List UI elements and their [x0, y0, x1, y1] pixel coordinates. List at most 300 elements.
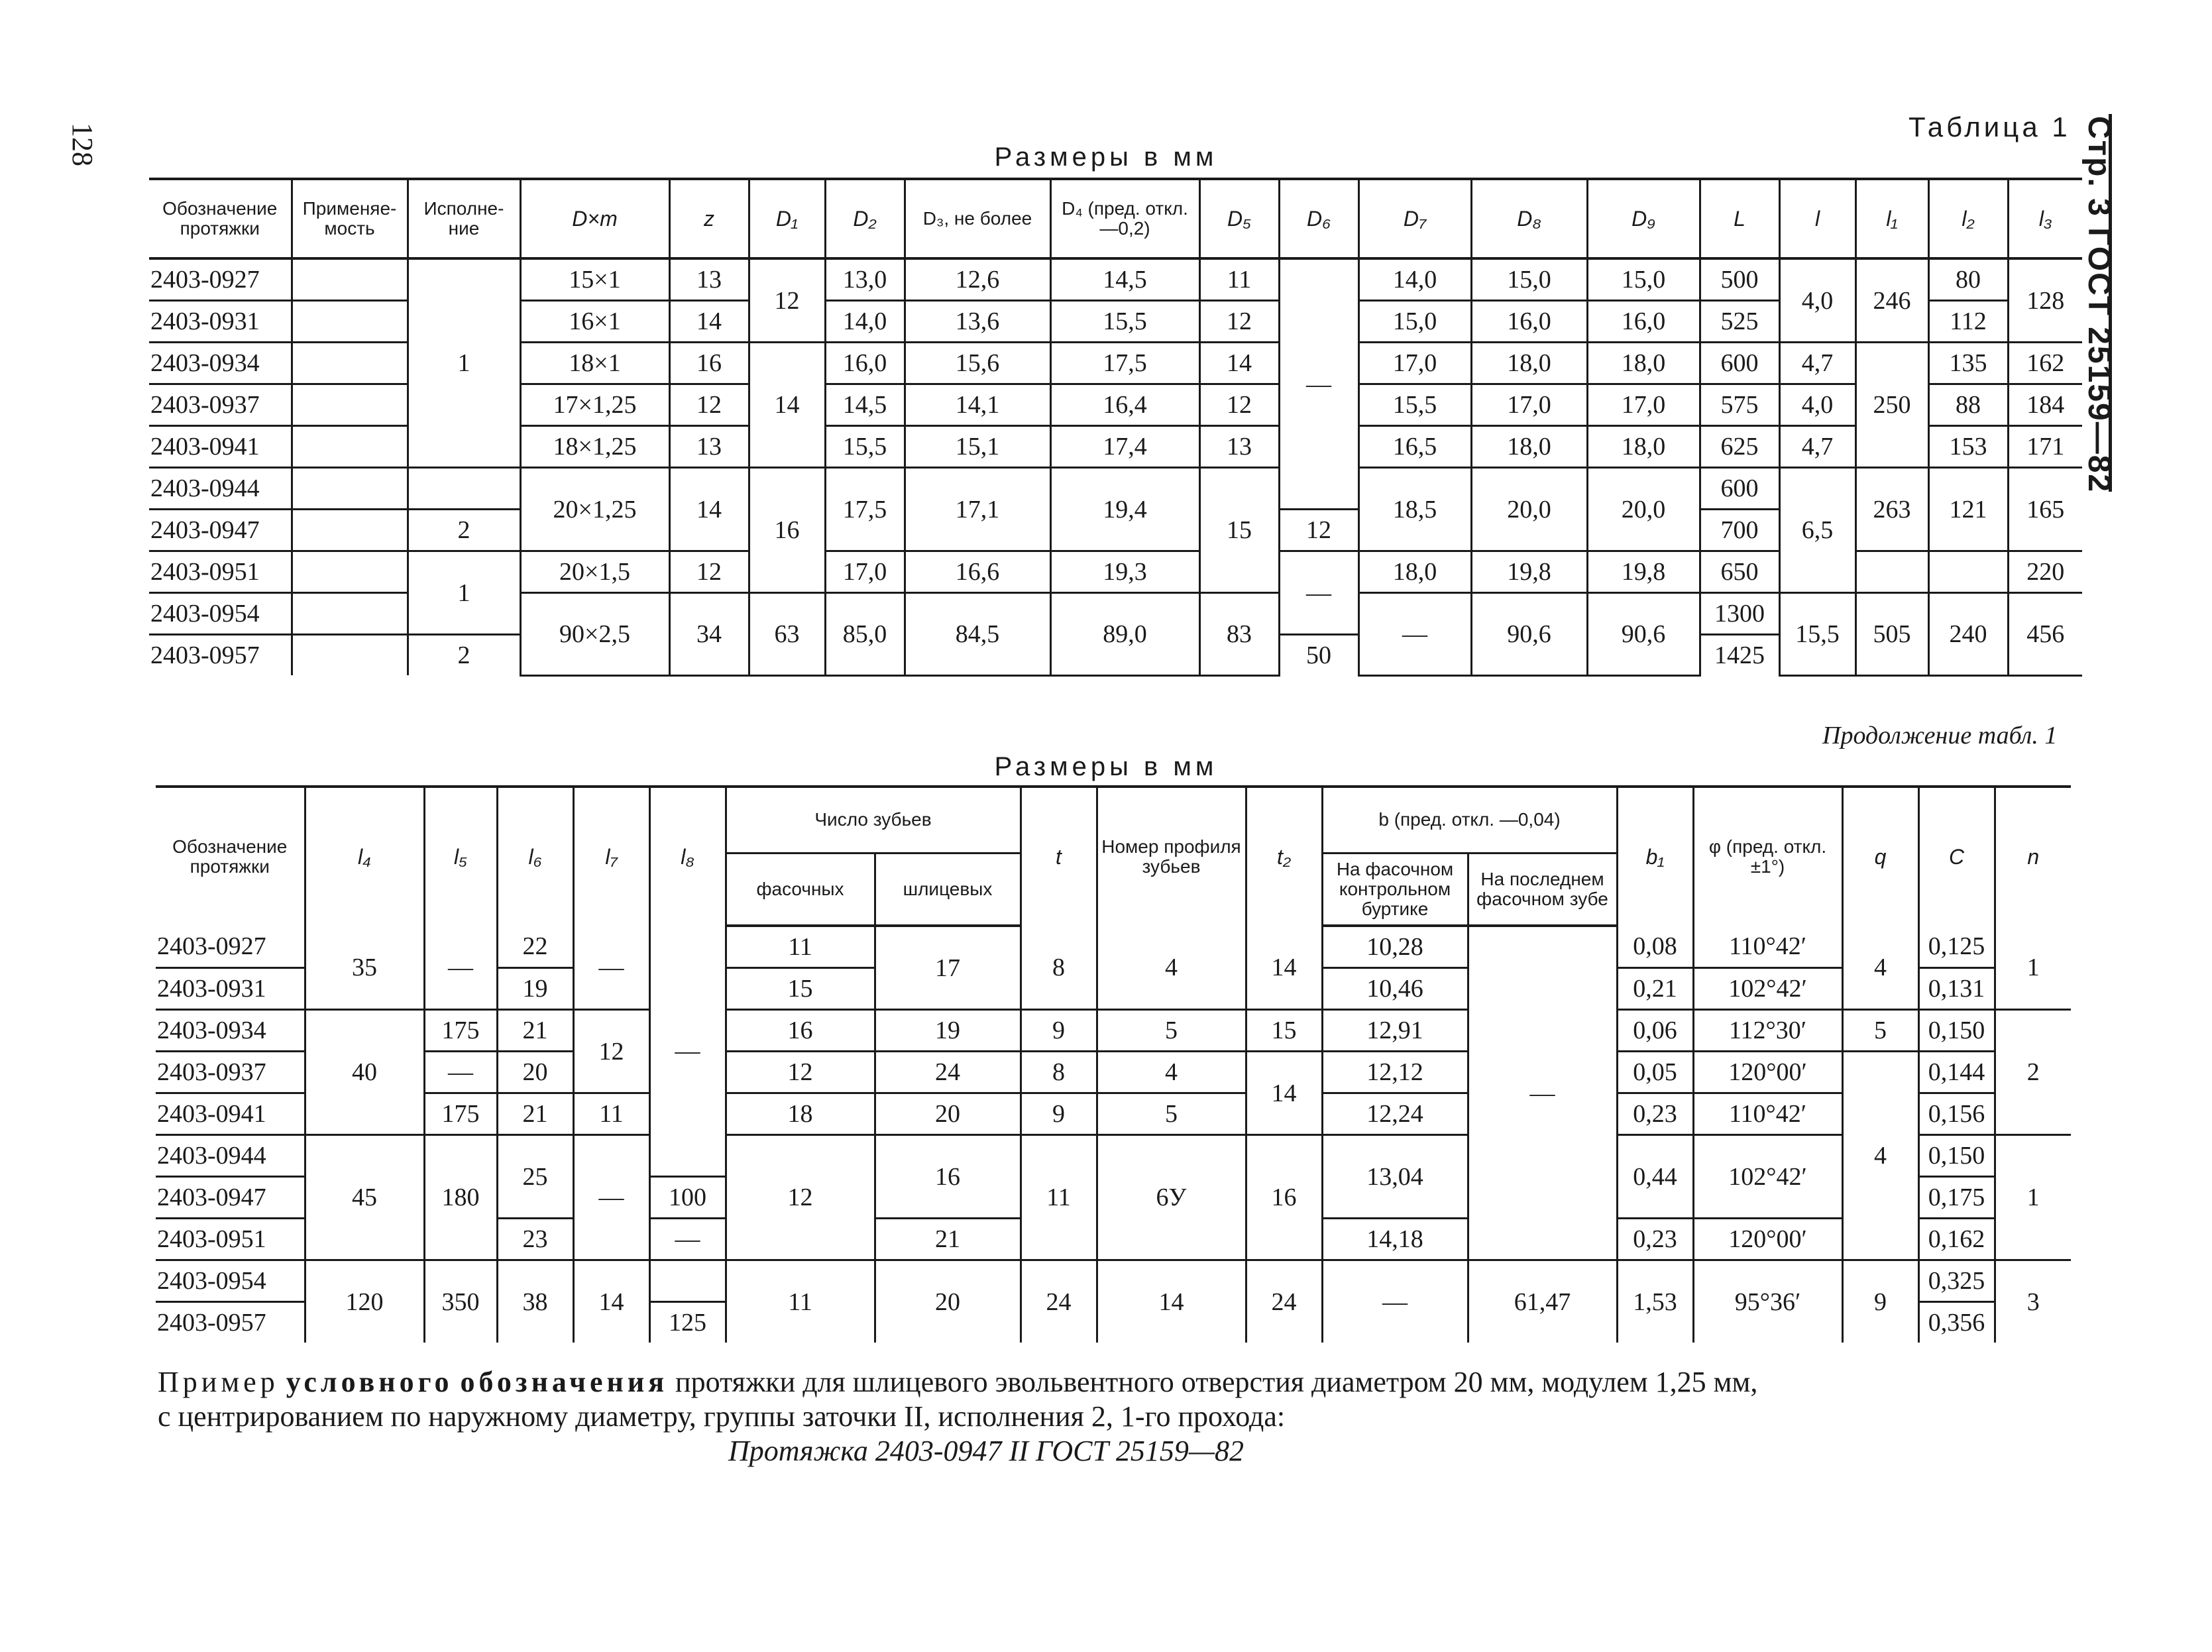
t1-cell: 16×1 [520, 301, 669, 343]
t2-cell: 9 [1021, 1093, 1097, 1135]
t2-cell: 2403-0951 [156, 1219, 305, 1260]
t1-cell: 4,7 [1779, 426, 1855, 468]
t1-cell: 16,0 [1587, 301, 1700, 343]
t1-cell: 17,0 [1471, 384, 1587, 426]
t2-cell: 2403-0927 [156, 926, 305, 968]
t2-cell: 0,156 [1918, 1093, 1995, 1135]
t1-cell: 20×1,25 [520, 468, 669, 551]
t2-cell: 10,46 [1322, 968, 1468, 1010]
t2-cell: 0,23 [1617, 1093, 1693, 1135]
t1-cell: 135 [1928, 343, 2008, 384]
t1-cell: 625 [1700, 426, 1779, 468]
t2-cell: 95°36′ [1693, 1260, 1842, 1343]
t1-cell: 15,6 [905, 343, 1050, 384]
t1-cell: 85,0 [825, 593, 905, 676]
t2-cell: 100 [649, 1177, 726, 1219]
t1-header-d8: D₈ [1471, 179, 1587, 258]
t2-cell: 0,325 [1918, 1260, 1995, 1302]
t2-cell: 10,28 [1322, 926, 1468, 968]
example-designation: Протяжка 2403-0947 II ГОСТ 25159—82 [728, 1435, 1244, 1467]
t2-cell: 5 [1097, 1093, 1246, 1135]
t1-cell: — [1358, 593, 1471, 676]
t1-cell: 575 [1700, 384, 1779, 426]
t1-cell [292, 258, 408, 301]
t2-header-b1: b₁ [1617, 787, 1693, 926]
table2 [156, 785, 2071, 1343]
t1-header-version: Исполне-ние [408, 179, 520, 258]
t2-cell: 2403-0944 [156, 1135, 305, 1177]
t1-cell: 2 [408, 510, 520, 551]
t1-cell: 4,7 [1779, 343, 1855, 384]
t2-cell: 175 [424, 1010, 497, 1052]
t1-cell: 13,0 [825, 258, 905, 301]
t2-cell: 2403-0941 [156, 1093, 305, 1135]
t1-cell: 20,0 [1471, 468, 1587, 551]
t2-cell: 2403-0931 [156, 968, 305, 1010]
t1-cell: 16,0 [1471, 301, 1587, 343]
t2-cell: 0,23 [1617, 1219, 1693, 1260]
t2-cell: 11 [573, 1093, 649, 1135]
t1-cell: 15,1 [905, 426, 1050, 468]
t2-cell: 4 [1842, 926, 1918, 1010]
t1-cell: 128 [2008, 258, 2082, 343]
t1-cell: 263 [1855, 468, 1928, 551]
t1-cell: 20,0 [1587, 468, 1700, 551]
t2-cell [649, 1260, 726, 1302]
t1-cell: 2403-0951 [149, 551, 292, 593]
t1-cell: 17,0 [1587, 384, 1700, 426]
t1-cell: 18,0 [1471, 426, 1587, 468]
t2-cell: 4 [1097, 926, 1246, 1010]
t1-cell: 16,0 [825, 343, 905, 384]
t1-header-designation: Обозначение протяжки [149, 179, 292, 258]
t1-cell: 90,6 [1471, 593, 1587, 676]
t1-cell: 165 [2008, 468, 2082, 551]
t2-header-chamfer-teeth: фасочных [726, 853, 875, 926]
t1-cell: 15,5 [1050, 301, 1199, 343]
table-row [156, 1260, 2071, 1302]
t2-header-l7: l₇ [573, 787, 649, 926]
t1-cell: 20×1,5 [520, 551, 669, 593]
t2-cell: — [424, 926, 497, 1010]
t2-header-b: b (пред. откл. —0,04) [1322, 787, 1617, 853]
example-text-line-1: протяжки для шлицевого эвольвентного отверстия диаметром 20 мм, модулем 1,25 мм, [668, 1366, 1758, 1398]
t1-cell: 12 [669, 551, 749, 593]
t1-header-d5: D₅ [1199, 179, 1279, 258]
t1-cell: 14,5 [1050, 258, 1199, 301]
t1-cell: 18,0 [1587, 426, 1700, 468]
t2-cell: 12 [573, 1010, 649, 1093]
table-row [156, 1052, 2071, 1093]
t2-cell: 14 [573, 1260, 649, 1343]
t2-cell: 16 [875, 1135, 1021, 1219]
t2-cell: 14 [1246, 1052, 1322, 1135]
t2-header-designation: Обозначение протяжки [156, 787, 305, 926]
t2-cell: 35 [305, 926, 424, 1010]
t2-header-q: q [1842, 787, 1918, 926]
t1-cell: 90,6 [1587, 593, 1700, 676]
t2-cell: 4 [1097, 1052, 1246, 1093]
t1-cell: 505 [1855, 593, 1928, 676]
t2-cell: — [649, 1219, 726, 1260]
t1-cell: 12 [749, 258, 825, 343]
t2-cell: 12,12 [1322, 1052, 1468, 1093]
t2-cell: 5 [1097, 1010, 1246, 1052]
t1-cell: 13 [669, 258, 749, 301]
t1-cell [292, 551, 408, 593]
t1-cell: 80 [1928, 258, 2008, 301]
table-row [149, 258, 2082, 301]
t1-cell: 16,4 [1050, 384, 1199, 426]
t2-cell: 20 [497, 1052, 573, 1093]
t2-cell: — [573, 1135, 649, 1260]
t1-cell: 456 [2008, 593, 2082, 676]
t1-cell: 2403-0947 [149, 510, 292, 551]
t1-cell: 18,5 [1358, 468, 1471, 551]
t1-cell: 246 [1855, 258, 1928, 343]
t2-cell: 23 [497, 1219, 573, 1260]
t2-cell: 16 [1246, 1135, 1322, 1260]
t2-cell: 14 [1097, 1260, 1246, 1343]
t2-cell: 8 [1021, 1052, 1097, 1093]
t1-cell: 2403-0941 [149, 426, 292, 468]
t2-cell: 21 [497, 1093, 573, 1135]
t2-cell: — [424, 1052, 497, 1093]
t2-cell: 120°00′ [1693, 1052, 1842, 1093]
t1-cell: 12 [1199, 301, 1279, 343]
table-row [156, 1010, 2071, 1052]
t1-cell: 14 [669, 301, 749, 343]
t2-cell: 18 [726, 1093, 875, 1135]
t1-cell: 2403-0934 [149, 343, 292, 384]
t2-header-l8: l₈ [649, 787, 726, 926]
t2-cell: 12 [726, 1052, 875, 1093]
t1-cell: 12 [1279, 510, 1358, 551]
t2-cell: 102°42′ [1693, 968, 1842, 1010]
t1-cell: 600 [1700, 468, 1779, 510]
t2-cell: 2403-0957 [157, 1309, 266, 1337]
t2-cell: 1,53 [1617, 1260, 1693, 1343]
t1-cell: 1425 [1700, 635, 1779, 676]
t1-cell: 525 [1700, 301, 1779, 343]
t2-cell: 40 [305, 1010, 424, 1135]
t1-cell: 15,0 [1471, 258, 1587, 301]
t2-cell: 125 [649, 1302, 726, 1343]
t2-cell: 1 [1995, 926, 2071, 1010]
t1-cell: 18×1,25 [520, 426, 669, 468]
t1-header-d2: D₂ [825, 179, 905, 258]
t1-cell: 89,0 [1050, 593, 1199, 676]
t1-cell: 13 [1199, 426, 1279, 468]
t1-header-z: z [669, 179, 749, 258]
t1-header-d7: D₇ [1358, 179, 1471, 258]
t1-cell: 700 [1700, 510, 1779, 551]
t1-cell [292, 343, 408, 384]
t2-cell: 0,44 [1617, 1135, 1693, 1219]
t2-cell: 45 [305, 1135, 424, 1260]
t2-cell: 0,06 [1617, 1010, 1693, 1052]
t2-header-b-control: На фасочном контрольном буртике [1322, 853, 1468, 926]
t1-cell: 15×1 [520, 258, 669, 301]
t1-cell [292, 510, 408, 551]
t2-cell: 2403-0954 [156, 1260, 305, 1302]
t1-cell: 19,3 [1050, 551, 1199, 593]
t2-header-teeth: Число зубьев [726, 787, 1021, 853]
t2-cell: 14 [1246, 926, 1322, 1010]
t1-cell: 2403-0937 [149, 384, 292, 426]
t1-cell: 171 [2008, 426, 2082, 468]
t1-cell: 2403-0954 [149, 593, 292, 635]
t2-header-l4: l₄ [305, 787, 424, 926]
table-row [149, 468, 2082, 510]
t1-cell: 1300 [1700, 593, 1779, 635]
example-bold-word-2: обозначения [460, 1366, 669, 1398]
t1-cell [1855, 551, 1928, 593]
t1-header-l2: l₂ [1928, 179, 2008, 258]
t1-cell: 15,5 [825, 426, 905, 468]
t1-cell: 16,5 [1358, 426, 1471, 468]
table-row [156, 1135, 2071, 1177]
t2-cell: 19 [497, 968, 573, 1010]
t1-cell: 600 [1700, 343, 1779, 384]
t1-cell: 17,5 [825, 468, 905, 551]
t2-cell: 12,91 [1322, 1010, 1468, 1052]
t1-cell: 15,0 [1587, 258, 1700, 301]
t1-cell: 17,0 [1358, 343, 1471, 384]
t2-header-phi: φ (пред. откл. ±1°) [1693, 787, 1842, 926]
t1-header-l-total: L [1700, 179, 1779, 258]
t1-cell: 2403-0944 [149, 468, 292, 510]
t2-cell: 20 [875, 1093, 1021, 1135]
t1-header-l1: l₁ [1855, 179, 1928, 258]
t1-header-d6: D₆ [1279, 179, 1358, 258]
t2-cell: 19 [875, 1010, 1021, 1052]
t2-cell: 12 [726, 1135, 875, 1260]
t2-cell: 120 [305, 1260, 424, 1343]
t1-cell: 184 [2008, 384, 2082, 426]
t2-cell: 21 [875, 1219, 1021, 1260]
t2-cell: 0,144 [1918, 1052, 1995, 1093]
t1-header-d1: D₁ [749, 179, 825, 258]
t2-cell: — [649, 926, 726, 1177]
t2-cell: 175 [424, 1093, 497, 1135]
t2-cell: 110°42′ [1693, 1093, 1842, 1135]
t1-cell: 16,6 [905, 551, 1050, 593]
t1-cell: 2403-0957 [150, 641, 260, 669]
t1-cell: 18×1 [520, 343, 669, 384]
t1-cell: 17×1,25 [520, 384, 669, 426]
t2-header-c: C [1918, 787, 1995, 926]
t1-cell: 250 [1855, 343, 1928, 468]
t2-header-spline-teeth: шлицевых [875, 853, 1021, 926]
t2-cell: 180 [424, 1135, 497, 1260]
t2-cell: 0,05 [1617, 1052, 1693, 1093]
t1-cell [1928, 551, 2008, 593]
t1-cell: 1 [408, 258, 520, 468]
designation-example [158, 1365, 2079, 1468]
t2-cell: 0,21 [1617, 968, 1693, 1010]
t2-cell: 0,08 [1617, 926, 1693, 968]
table1 [149, 178, 2082, 677]
t1-cell: 500 [1700, 258, 1779, 301]
t2-cell: 14,18 [1322, 1219, 1468, 1260]
t1-cell: 13,6 [905, 301, 1050, 343]
t1-cell: 14,5 [825, 384, 905, 426]
table-row [156, 926, 2071, 968]
t2-cell: 0,150 [1918, 1010, 1995, 1052]
t2-cell: 11 [726, 1260, 875, 1343]
t1-cell: 14,1 [905, 384, 1050, 426]
t2-cell: 350 [424, 1260, 497, 1343]
t1-cell: 14,0 [1358, 258, 1471, 301]
t1-cell [292, 426, 408, 468]
t1-cell: 153 [1928, 426, 2008, 468]
t1-header-l3: l₃ [2008, 179, 2082, 258]
t2-cell: 2403-0934 [156, 1010, 305, 1052]
t1-cell: 19,8 [1587, 551, 1700, 593]
t1-cell: 84,5 [905, 593, 1050, 676]
t1-header-l: l [1779, 179, 1855, 258]
t1-cell: 16 [749, 468, 825, 593]
t2-cell: 0,175 [1918, 1177, 1995, 1219]
t1-cell: 17,5 [1050, 343, 1199, 384]
t2-cell: 24 [1246, 1260, 1322, 1343]
t2-cell: 6У [1097, 1135, 1246, 1260]
t1-cell [292, 468, 408, 510]
t2-cell: 3 [1995, 1260, 2071, 1343]
t1-cell: 19,4 [1050, 468, 1199, 551]
t1-header-d9: D₉ [1587, 179, 1700, 258]
t2-cell: 20 [875, 1260, 1021, 1343]
t1-header-d3: D₃, не более [905, 179, 1050, 258]
t2-cell: 16 [726, 1010, 875, 1052]
t2-cell: 25 [497, 1135, 573, 1219]
t1-cell: 15,5 [1358, 384, 1471, 426]
t1-cell: 1 [408, 551, 520, 635]
t2-cell: 110°42′ [1693, 926, 1842, 968]
t2-cell: 0,131 [1918, 968, 1995, 1010]
t1-cell: 15 [1199, 468, 1279, 593]
t2-cell: 0,356 [1918, 1302, 1995, 1343]
t1-cell: — [1279, 551, 1358, 635]
t2-cell: 102°42′ [1693, 1135, 1842, 1219]
t1-cell: 17,0 [825, 551, 905, 593]
t2-cell: 2403-0947 [156, 1177, 305, 1219]
t1-cell: 18,0 [1471, 343, 1587, 384]
t2-header-n: n [1995, 787, 2071, 926]
t1-cell: 12 [1199, 384, 1279, 426]
t2-cell: 5 [1842, 1010, 1918, 1052]
t2-header-profile: Номер профиля зубьев [1097, 787, 1246, 926]
t2-cell: — [573, 926, 649, 1010]
t2-cell: 11 [726, 926, 875, 968]
t1-cell: 12 [669, 384, 749, 426]
t2-cell: 0,125 [1918, 926, 1995, 968]
t1-cell: 16 [669, 343, 749, 384]
t1-cell: 18,0 [1587, 343, 1700, 384]
t2-cell: 0,150 [1918, 1135, 1995, 1177]
t2-header-t2: t₂ [1246, 787, 1322, 926]
t1-cell: 18,0 [1358, 551, 1471, 593]
t1-cell: 34 [669, 593, 749, 676]
t2-cell: 61,47 [1468, 1260, 1617, 1343]
example-text-line-2: с центрированием по наружному диаметру, группы заточки II, исполнения 2, 1-го прохода: [158, 1400, 1286, 1433]
t2-cell: 0,162 [1918, 1219, 1995, 1260]
t1-cell: 83 [1199, 593, 1279, 676]
t1-cell: 12,6 [905, 258, 1050, 301]
t2-cell: 9 [1842, 1260, 1918, 1343]
t2-cell: — [1322, 1260, 1468, 1343]
t2-cell: — [1468, 926, 1617, 1260]
table1-label: Таблица 1 [1908, 111, 2071, 142]
t1-cell: 50 [1279, 635, 1358, 676]
t1-cell: 90×2,5 [520, 593, 669, 676]
t2-cell: 24 [1021, 1260, 1097, 1343]
t1-cell: 63 [749, 593, 825, 676]
t1-cell: 2403-0927 [149, 258, 292, 301]
t1-cell: 15,5 [1779, 593, 1855, 676]
t2-cell: 112°30′ [1693, 1010, 1842, 1052]
t2-cell: 13,04 [1322, 1135, 1468, 1219]
t2-header-l6: l₆ [497, 787, 573, 926]
t1-cell: 14,0 [825, 301, 905, 343]
table1-caption: Размеры в мм [994, 142, 1218, 172]
t2-cell: 12,24 [1322, 1093, 1468, 1135]
t2-header-t: t [1021, 787, 1097, 926]
t2-cell: 24 [875, 1052, 1021, 1093]
sidebar-standard-reference: Стр. 3 ГОСТ 25159—82 [2081, 116, 2117, 494]
t1-cell: 17,1 [905, 468, 1050, 551]
t1-cell: 19,8 [1471, 551, 1587, 593]
t1-cell: — [1279, 258, 1358, 510]
table2-continuation-label: Продолжение табл. 1 [1822, 722, 2058, 749]
t2-cell: 1 [1995, 1135, 2071, 1260]
t2-cell: 2 [1995, 1010, 2071, 1135]
t2-cell: 8 [1021, 926, 1097, 1010]
t2-header-l5: l₅ [424, 787, 497, 926]
t1-cell: 162 [2008, 343, 2082, 384]
t1-cell: 2403-0931 [149, 301, 292, 343]
t2-cell: 17 [875, 926, 1021, 1010]
t1-cell: 11 [1199, 258, 1279, 301]
t1-header-applicability: Применяе-мость [292, 179, 408, 258]
t1-cell: 121 [1928, 468, 2008, 551]
page-number: 128 [66, 123, 99, 166]
t1-cell: 17,4 [1050, 426, 1199, 468]
t2-cell: 22 [497, 926, 573, 968]
t1-cell: 14 [1199, 343, 1279, 384]
example-lead: Пример [158, 1366, 279, 1398]
t1-cell: 220 [2008, 551, 2082, 593]
t1-header-dxm: D×m [520, 179, 669, 258]
t1-cell: 14 [749, 343, 825, 468]
t1-cell [408, 468, 520, 510]
t2-cell: 11 [1021, 1135, 1097, 1260]
t1-cell [292, 593, 408, 635]
t1-cell: 240 [1928, 593, 2008, 676]
t1-header-d4: D₄ (пред. откл. —0,2) [1050, 179, 1199, 258]
t2-cell: 2403-0937 [156, 1052, 305, 1093]
t1-cell: 650 [1700, 551, 1779, 593]
t2-cell: 21 [497, 1010, 573, 1052]
table-row [156, 1093, 2071, 1135]
t2-cell: 9 [1021, 1010, 1097, 1052]
t1-cell [292, 384, 408, 426]
t2-cell: 15 [1246, 1010, 1322, 1052]
t1-cell: 88 [1928, 384, 2008, 426]
table2-caption: Размеры в мм [994, 752, 1218, 781]
t1-cell: 6,5 [1779, 468, 1855, 593]
